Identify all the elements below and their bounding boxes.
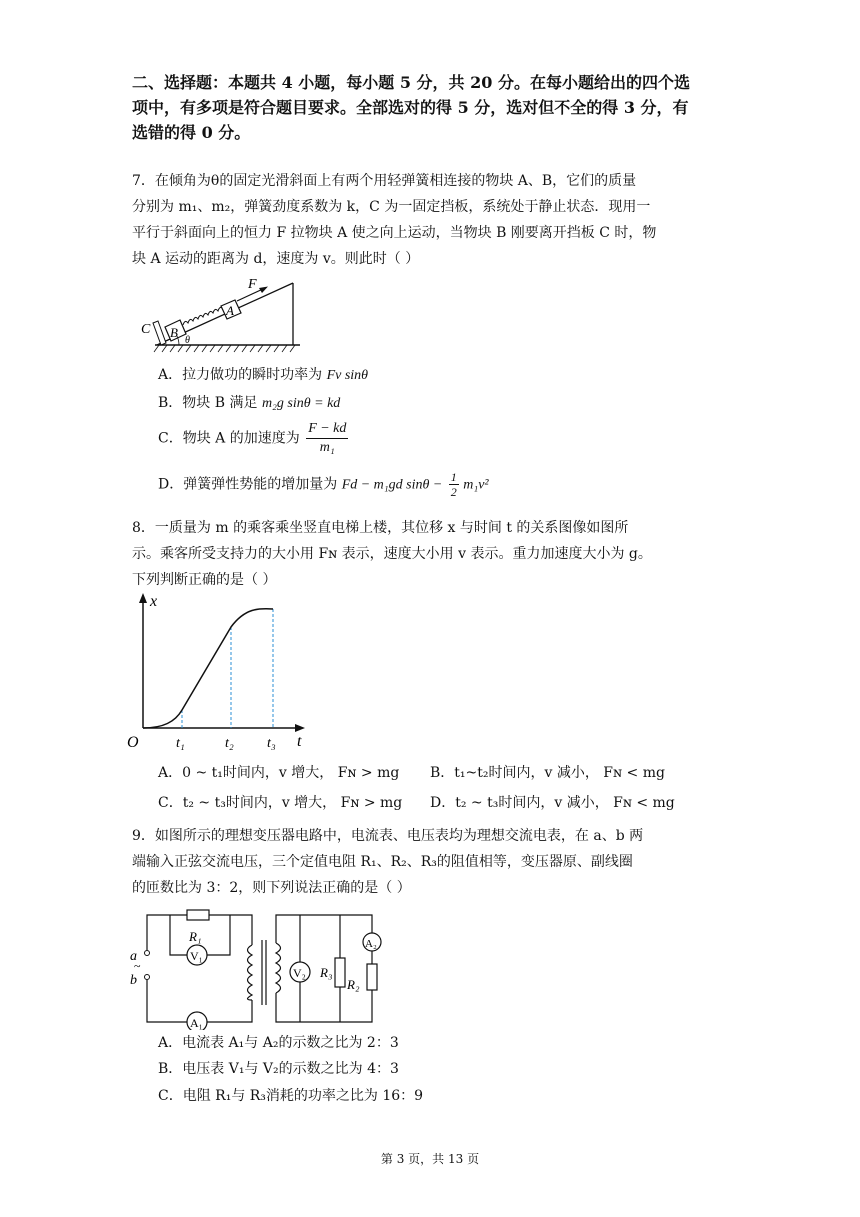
label-f: F <box>248 277 257 292</box>
question-8-stem <box>132 515 732 593</box>
section-heading-line2: 项中，有多项是符合题目要求。全部选对的得 5 分，选对但不全的得 3 分，有 <box>132 98 689 117</box>
circuit-r1: R₁ <box>189 929 202 944</box>
q9-option-c[interactable]: C．电阻 R₁与 R₃消耗的功率之比为 16：9 <box>158 1088 424 1104</box>
q8-option-b[interactable]: B．t₁~t₂时间内，v 减小， Fɴ < mg <box>430 765 665 781</box>
q7-line4: 块 A 运动的距离为 d，速度为 v。则此时（ ） <box>132 251 420 267</box>
q7-line3: 平行于斜面向上的恒力 F 拉物块 A 使之向上运动，当物块 B 刚要离开挡板 C 时，物 <box>132 225 657 241</box>
circuit-a1: A₁ <box>190 1016 203 1030</box>
circuit-r2: R₂ <box>347 977 360 992</box>
circuit-v1: V₁ <box>190 949 203 963</box>
question-7-stem <box>132 168 732 272</box>
label-theta: θ <box>185 335 190 346</box>
graph-t2: t₂ <box>225 736 234 751</box>
circuit-b-terminal: b <box>130 973 137 988</box>
section-heading <box>132 70 732 145</box>
q9-line3: 的匝数比为 3：2，则下列说法正确的是（ ） <box>132 880 411 896</box>
label-c: C <box>141 322 151 337</box>
graph-y-label: x <box>150 593 158 610</box>
incline-figure <box>135 275 305 355</box>
q8-line2: 示。乘客所受支持力的大小用 Fɴ 表示，速度大小用 v 表示。重力加速度大小为 g。 <box>132 546 652 562</box>
q7-option-a-expr: Fv sinθ <box>326 368 369 383</box>
q7-option-b[interactable]: B．物块 B 满足 m₂g sinθ = kd <box>158 395 341 411</box>
q8-line3: 下列判断正确的是（ ） <box>132 572 277 588</box>
section-heading-line1: 二、选择题：本题共 4 小题，每小题 5 分，共 20 分。在每小题给出的四个选 <box>132 73 690 92</box>
q7-option-c-fraction: $\frac{F - kd}{\text{m₁}}$ <box>308 421 347 455</box>
q9-option-a[interactable]: A．电流表 A₁与 A₂的示数之比为 2：3 <box>158 1035 399 1051</box>
q8-option-a[interactable]: A．0 ~ t₁时间内，v 增大， Fɴ > mg <box>158 765 400 781</box>
q8-line1: 8．一质量为 m 的乘客乘坐竖直电梯上楼，其位移 x 与时间 t 的关系图像如图所 <box>132 520 629 536</box>
transformer-circuit <box>125 905 390 1030</box>
q8-option-c[interactable]: C．t₂ ~ t₃时间内，v 增大， Fɴ > mg <box>158 795 403 811</box>
q7-option-b-expr: m₂g sinθ = kd <box>261 396 341 411</box>
q7-line1: 7．在倾角为θ的固定光滑斜面上有两个用轻弹簧相连接的物块 A、B，它们的质量 <box>132 173 637 189</box>
graph-origin: O <box>127 734 139 751</box>
q9-line1: 9．如图所示的理想变压器电路中，电流表、电压表均为理想交流电表，在 a、b 两 <box>132 828 644 844</box>
section-heading-line3: 选错的得 0 分。 <box>132 123 251 142</box>
circuit-a-terminal: a <box>130 949 137 964</box>
circuit-ac-symbol: ~ <box>134 959 141 973</box>
circuit-v2: V₂ <box>293 966 306 980</box>
page-footer: 第 3 页，共 13 页 <box>380 1152 480 1166</box>
graph-x-label: t <box>297 733 302 750</box>
q9-line2: 端输入正弦交流电压，三个定值电阻 R₁、R₂、R₃的阻值相等，变压器原、副线圈 <box>132 854 633 870</box>
xt-graph <box>125 590 315 755</box>
question-9-stem <box>132 823 732 901</box>
q8-option-d[interactable]: D．t₂ ~ t₃时间内，v 减小， Fɴ < mg <box>430 795 675 811</box>
graph-t1: t₁ <box>176 736 185 751</box>
q7-option-d[interactable]: D．弹簧弹性势能的增加量为 Fd − m₁gd sinθ − $\frac{1}{2}$ m₁v² <box>158 470 489 499</box>
q9-option-b[interactable]: B．电压表 V₁与 V₂的示数之比为 4：3 <box>158 1061 399 1077</box>
q7-option-d-half: $\frac{1}{2}$ <box>450 470 457 499</box>
graph-t3: t₃ <box>267 736 276 751</box>
q7-line2: 分别为 m₁、m₂，弹簧劲度系数为 k，C 为一固定挡板，系统处于静止状态．现用一 <box>132 199 651 215</box>
label-a: A <box>226 303 234 318</box>
label-b: B <box>170 325 178 340</box>
q7-option-a[interactable]: A．拉力做功的瞬时功率为 Fv sinθ <box>158 367 369 383</box>
circuit-a2: A₂ <box>365 938 377 950</box>
circuit-r3: R₃ <box>320 965 333 980</box>
q7-option-c[interactable]: C．物块 A 的加速度为 $\frac{F - kd}{\text{m₁}}$ <box>158 421 347 455</box>
